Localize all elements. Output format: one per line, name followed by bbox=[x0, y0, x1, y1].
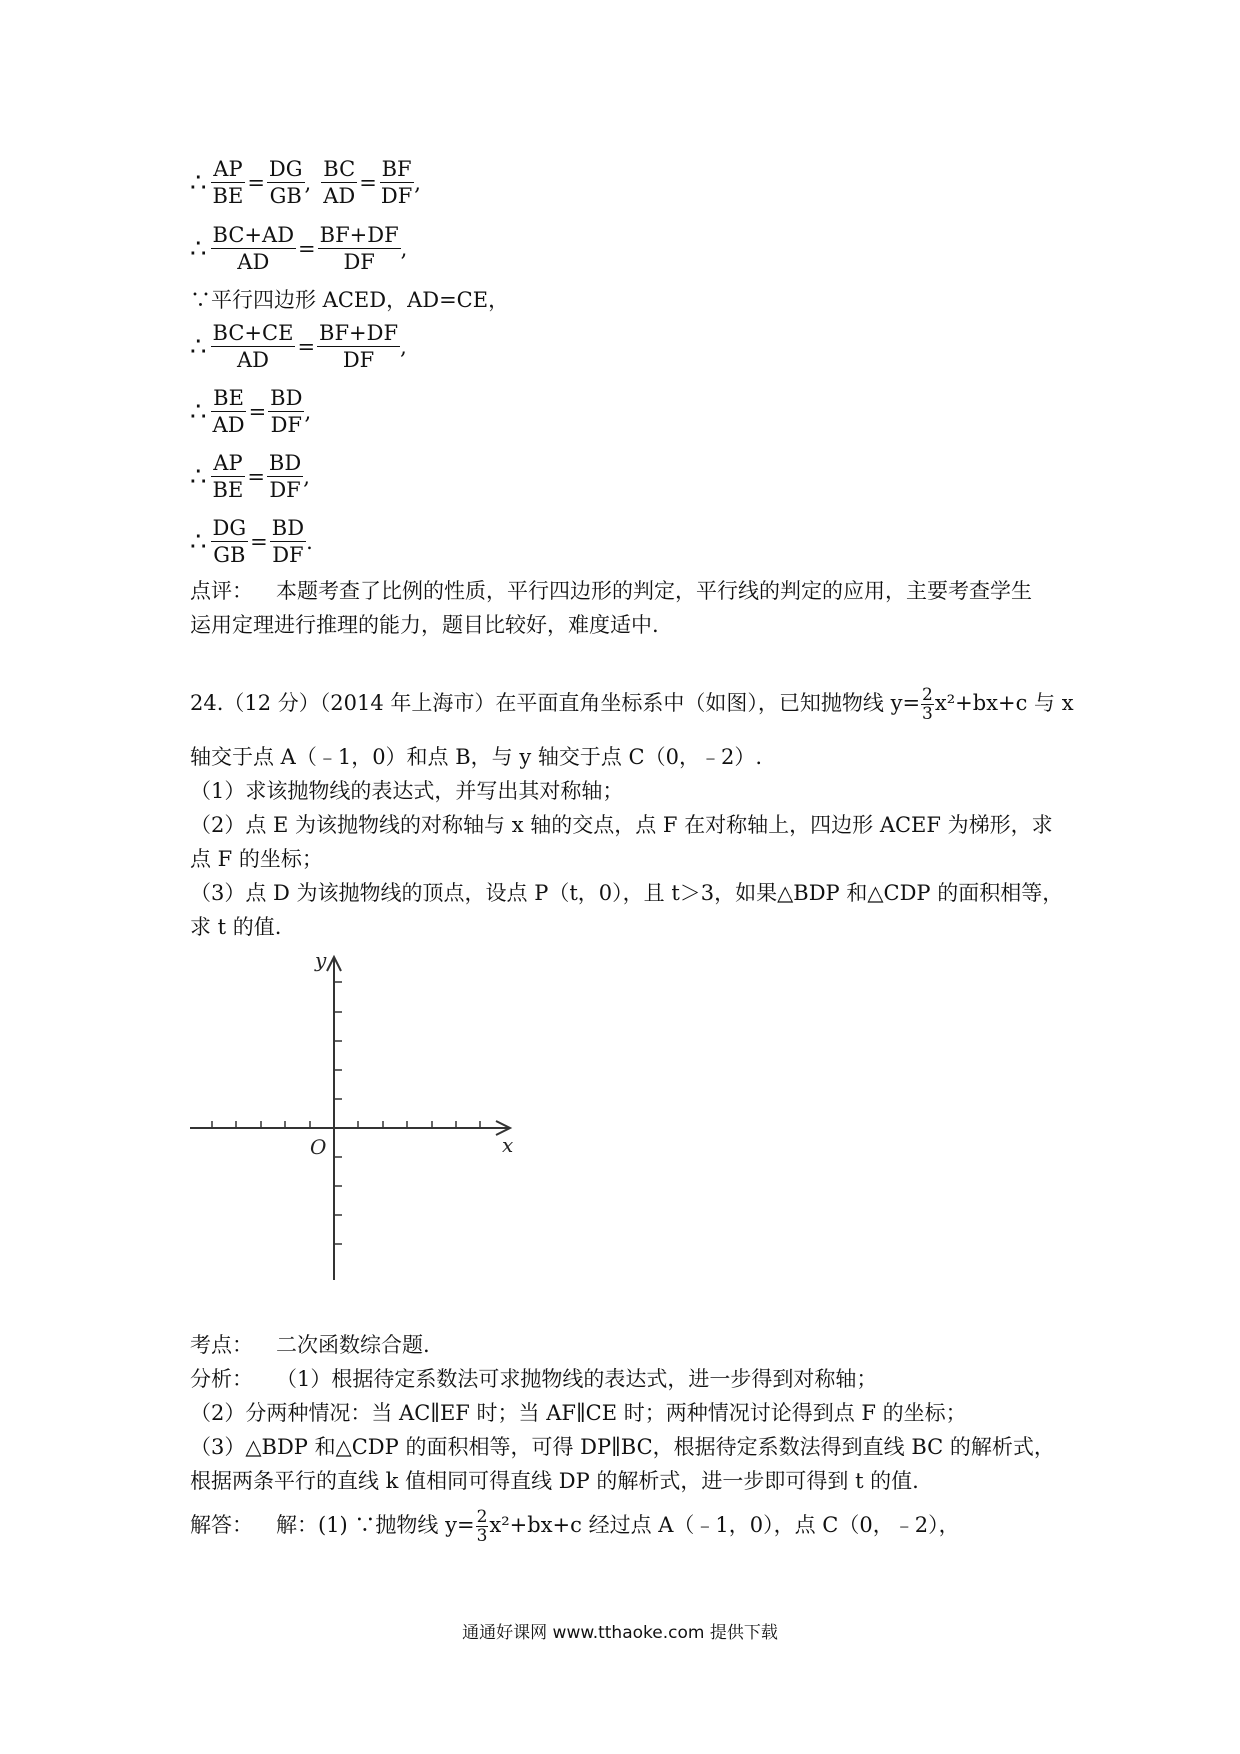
y-axis-label: y bbox=[315, 948, 327, 972]
proof-equation-4: ∴ $\frac{BE}{AD}$ = $\frac{BD}{DF}$ , bbox=[190, 386, 312, 437]
fraction: $\frac{BC}{AD}$ bbox=[323, 157, 356, 208]
fraction: $\frac{BF+DF}{DF}$ bbox=[319, 321, 399, 372]
therefore-symbol: ∴ bbox=[190, 396, 207, 427]
kaodian-line: 考点： 二次函数综合题. bbox=[190, 1328, 430, 1362]
question-3-line-2: 求 t 的值. bbox=[190, 915, 282, 939]
therefore-symbol: ∴ bbox=[190, 331, 207, 362]
proof-equation-1: ∴ $\frac{AP}{BE}$ = $\frac{DG}{GB}$ , $\frac{BC}{AD}$ = $\frac{BF}{DF}$ , bbox=[190, 157, 421, 208]
proof-equation-5: ∴ $\frac{AP}{BE}$ = $\frac{BD}{DF}$ , bbox=[190, 451, 310, 502]
question-2-line-1: （2）点 E 为该抛物线的对称轴与 x 轴的交点，点 F 在对称轴上，四边形 ACEF 为梯形，求 bbox=[190, 813, 1053, 837]
comment-label: 点评： bbox=[190, 579, 253, 603]
fraction: $\frac{BF}{DF}$ bbox=[380, 157, 413, 208]
comment-line-2: 运用定理进行推理的能力，题目比较好，难度适中. bbox=[190, 613, 659, 637]
therefore-symbol: ∴ bbox=[190, 461, 207, 492]
fenxi-line-4: 根据两条平行的直线 k 值相同可得直线 DP 的解析式，进一步即可得到 t 的值. bbox=[190, 1469, 919, 1493]
fraction: $\frac{BF+DF}{DF}$ bbox=[319, 223, 399, 274]
fraction: $\frac{BC+AD}{AD}$ bbox=[212, 223, 295, 274]
jieda-line: 解答： 解：(1) ∵抛物线 y= $\frac{2}{3}$ x²+bx+c 经过点 A（﹣1，0），点 C（0，﹣2）， bbox=[190, 1507, 960, 1546]
fraction: $\frac{BD}{DF}$ bbox=[268, 451, 302, 502]
therefore-symbol: ∴ bbox=[190, 167, 207, 198]
problem-line-2: 轴交于点 A（﹣1，0）和点 B，与 y 轴交于点 C（0，﹣2）. bbox=[190, 745, 763, 769]
fraction: $\frac{BE}{AD}$ bbox=[212, 386, 245, 437]
question-2-line-2: 点 F 的坐标； bbox=[190, 847, 323, 871]
fraction: $\frac{2}{3}$ bbox=[476, 1507, 488, 1546]
fraction: $\frac{AP}{BE}$ bbox=[212, 451, 244, 502]
fraction: $\frac{BD}{DF}$ bbox=[270, 386, 303, 437]
coordinate-graph bbox=[180, 945, 540, 1285]
jieda-label: 解答： bbox=[190, 1513, 253, 1537]
proof-equation-6: ∴ $\frac{DG}{GB}$ = $\frac{BD}{DF}$ . bbox=[190, 516, 313, 567]
fraction: $\frac{DG}{GB}$ bbox=[268, 157, 303, 208]
fraction: $\frac{2}{3}$ bbox=[922, 685, 933, 724]
fenxi-label: 分析： bbox=[190, 1367, 253, 1391]
therefore-symbol: ∴ bbox=[190, 233, 207, 264]
fenxi-line-2: （2）分两种情况：当 AC∥EF 时；当 AF∥CE 时；两种情况讨论得到点 F 的坐标； bbox=[190, 1401, 967, 1425]
kaodian-label: 考点： bbox=[190, 1333, 253, 1357]
x-axis-label: x bbox=[502, 1133, 514, 1157]
question-1: （1）求该抛物线的表达式，并写出其对称轴； bbox=[190, 779, 624, 803]
proof-equation-3: ∴ $\frac{BC+CE}{AD}$ = $\frac{BF+DF}{DF}$ , bbox=[190, 321, 407, 372]
fenxi-line-3: （3）△BDP 和△CDP 的面积相等，可得 DP∥BC，根据待定系数法得到直线 BC 的解析式， bbox=[190, 1435, 1055, 1459]
problem-intro: 24.（12 分）（2014 年上海市）在平面直角坐标系中（如图），已知抛物线 y= $\frac{2}{3}$ x²+bx+c 与 x bbox=[190, 685, 1074, 724]
fenxi-line-1: 分析： （1）根据待定系数法可求抛物线的表达式，进一步得到对称轴； bbox=[190, 1362, 877, 1396]
fraction: $\frac{AP}{BE}$ bbox=[212, 157, 244, 208]
question-3-line-1: （3）点 D 为该抛物线的顶点，设点 P（t，0），且 t＞3，如果△BDP 和△CDP 的面积相等， bbox=[190, 881, 1064, 905]
origin-label: O bbox=[310, 1135, 327, 1159]
comment-line-1: 点评： 本题考查了比例的性质，平行四边形的判定，平行线的判定的应用，主要考查学生 bbox=[190, 574, 1032, 608]
fraction: $\frac{DG}{GB}$ bbox=[212, 516, 247, 567]
fraction: $\frac{BD}{DF}$ bbox=[271, 516, 305, 567]
page-footer: 通通好课网 www.tthaoke.com 提供下载 bbox=[462, 1623, 778, 1643]
therefore-symbol: ∴ bbox=[190, 526, 207, 557]
proof-equation-2: ∴ $\frac{BC+AD}{AD}$ = $\frac{BF+DF}{DF}$ , bbox=[190, 223, 408, 274]
fraction: $\frac{BC+CE}{AD}$ bbox=[212, 321, 294, 372]
proof-line-parallelogram: ∵平行四边形 ACED，AD=CE， bbox=[190, 288, 510, 312]
